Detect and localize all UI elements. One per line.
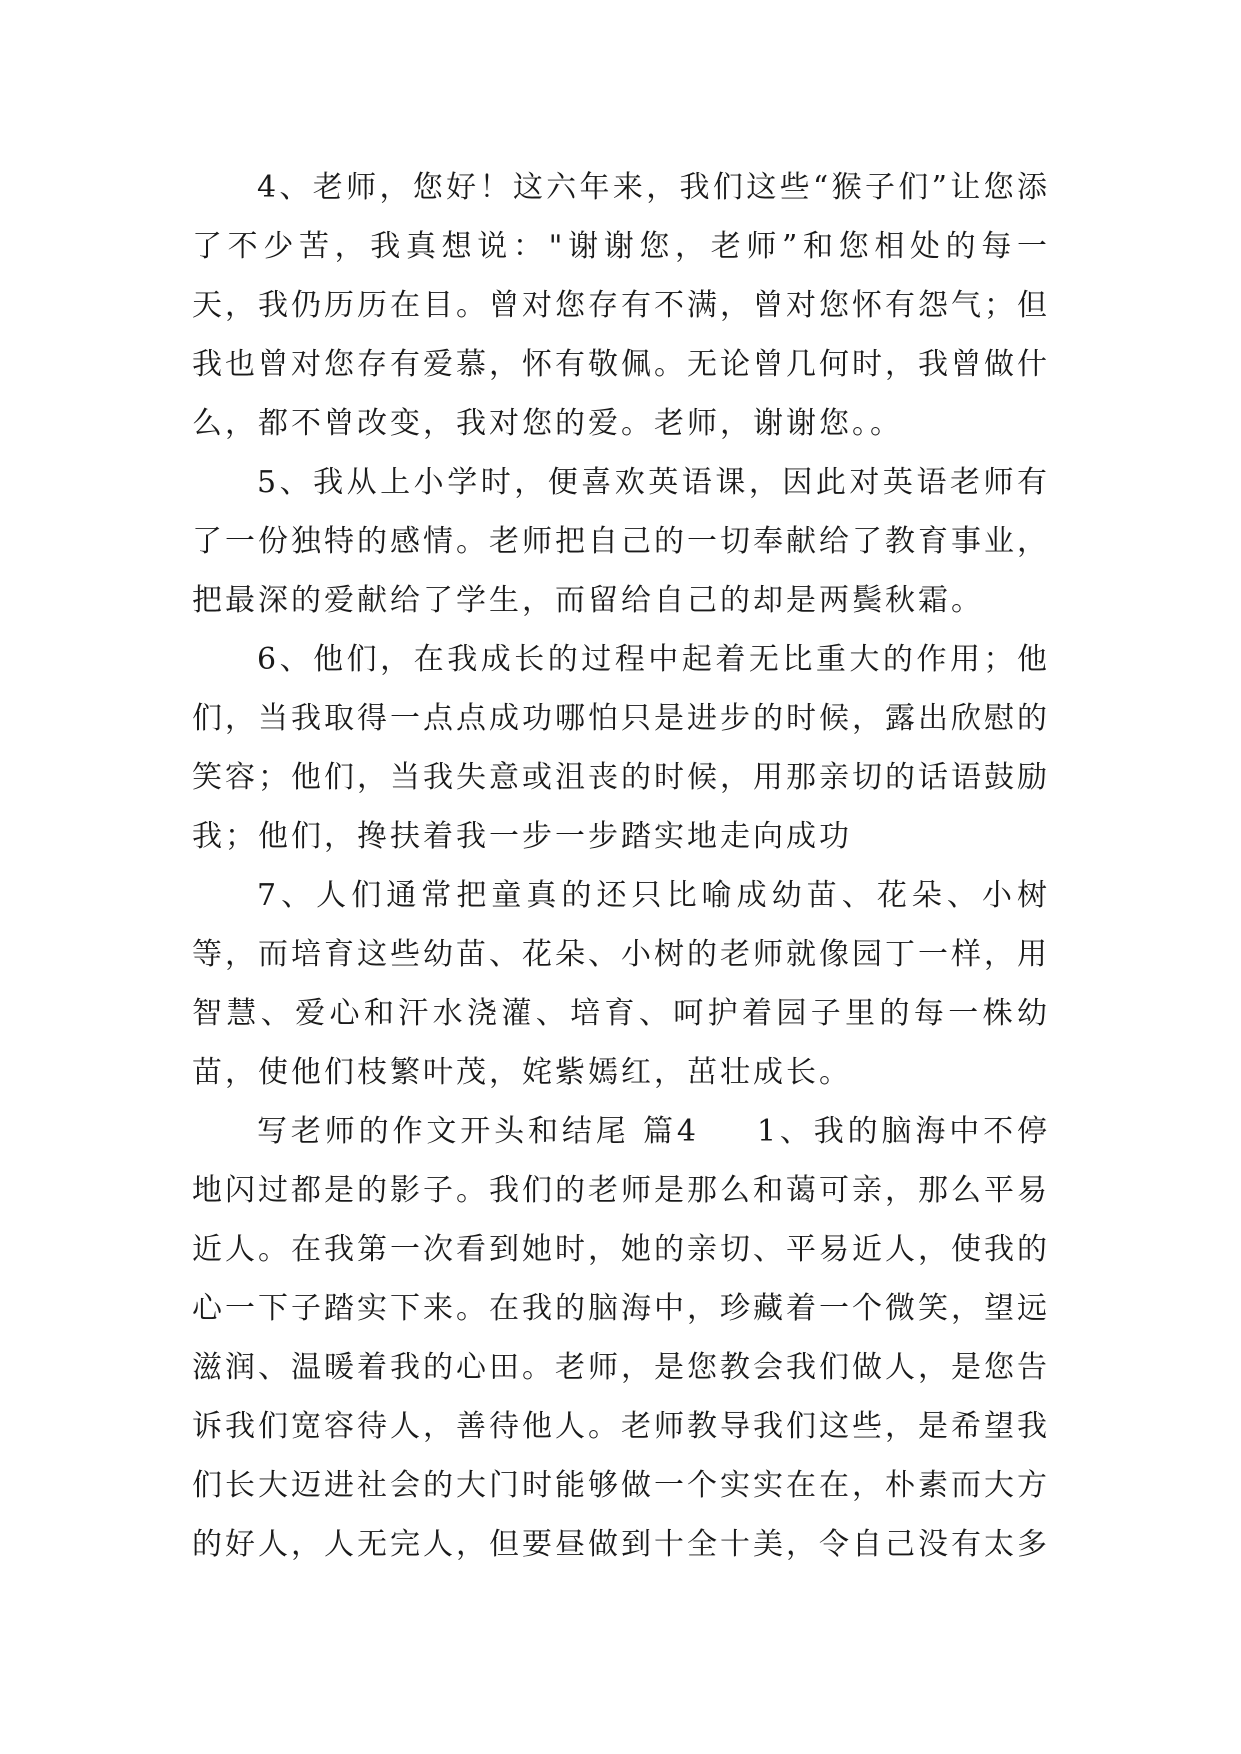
paragraph-7: 7、人们通常把童真的还只比喻成幼苗、花朵、小树等，而培育这些幼苗、花朵、小树的老师就像园丁一样，用智慧、爱心和汗水浇灌、培育、呵护着园子里的每一株幼苗，使他们枝繁叶茂，姹紫嫣红，茁壮成长。 <box>192 878 1050 1090</box>
paragraph-4: 4、老师，您好！这六年来，我们这些“猴子们”让您添了不少苦，我真想说："谢谢您，老师”和您相处的每一天，我仍历历在目。曾对您存有不满，曾对您怀有怨气；但我也曾对您存有爱慕，怀有敬佩。无论曾几何时，我曾做什么，都不曾改变，我对您的爱。老师，谢谢您。。 <box>192 170 1050 441</box>
paragraph-5: 5、我从上小学时，便喜欢英语课，因此对英语老师有了一份独特的感情。老师把自己的一切奉献给了教育事业，把最深的爱献给了学生，而留给自己的却是两鬓秋霜。 <box>192 465 1050 618</box>
paragraph-6: 6、他们，在我成长的过程中起着无比重大的作用；他们，当我取得一点点成功哪怕只是进步的时候，露出欣慰的笑容；他们，当我失意或沮丧的时候，用那亲切的话语鼓励我；他们，搀扶着我一步一步踏实地走向成功 <box>192 642 1050 854</box>
document-body <box>192 158 1050 1574</box>
section-paragraph <box>192 1102 1050 1574</box>
section-body: 1、我的脑海中不停地闪过都是的影子。我们的老师是那么和蔼可亲，那么平易近人。在我第一次看到她时，她的亲切、平易近人，使我的心一下子踏实下来。在我的脑海中，珍藏着一个微笑，望远滋润、温暖着我的心田。老师，是您教会我们做人，是您告诉我们宽容待人，善待他人。老师教导我们这些，是希望我们长大迈进社会的大门时能够做一个实实在在，朴素而大方的好人，人无完人，但要昼做到十全十美，令自己没有太多 <box>192 1114 1051 1562</box>
section-heading: 写老师的作文开头和结尾 篇4 <box>257 1114 699 1149</box>
